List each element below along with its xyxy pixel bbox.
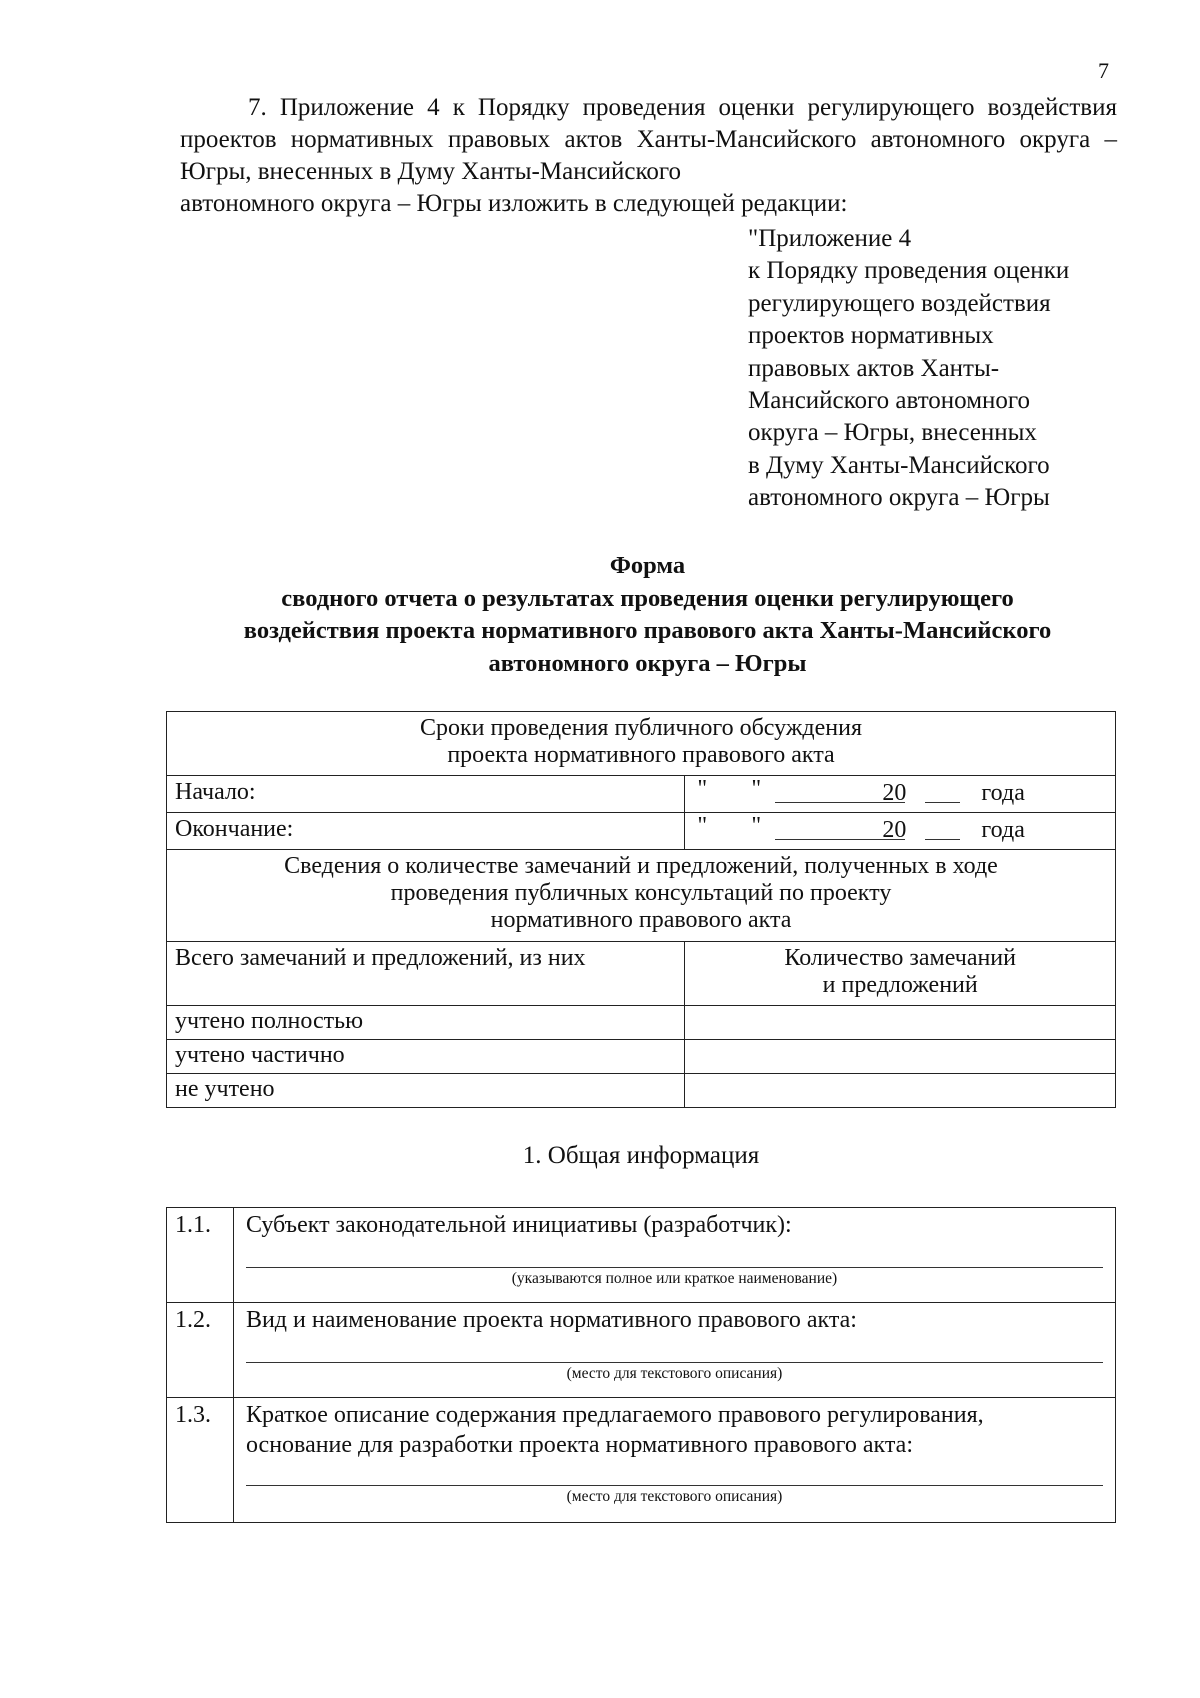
item-label: Вид и наименование проекта нормативного правового акта:	[245, 1307, 857, 1333]
appendix-reference	[748, 223, 1128, 515]
start-date-field[interactable]	[685, 776, 1116, 813]
form-title-line: Форма	[609, 552, 686, 579]
feedback-info-line: нормативного правового акта	[490, 907, 792, 933]
quote-open: "	[697, 813, 708, 839]
fill-line	[246, 1362, 1103, 1363]
year-fill-line	[925, 802, 960, 803]
intro-text-end: автономного округа – Югры изложить в следующей редакции:	[180, 190, 848, 217]
item-caption: (место для текстового описания)	[566, 1365, 783, 1382]
appendix-line: Мансийского автономного	[748, 387, 1031, 415]
feedback-count-header	[685, 942, 1116, 1006]
item-caption: (место для текстового описания)	[566, 1488, 783, 1505]
feedback-info-line: проведения публичных консультаций по проекту	[390, 880, 892, 906]
public-discussion-table	[166, 711, 1116, 1108]
quote-close: "	[751, 776, 762, 802]
form-title-line: воздействия проекта нормативного правового акта Ханты-Мансийского	[243, 617, 1052, 644]
item-number: 1.2.	[167, 1303, 234, 1398]
fill-line	[246, 1485, 1103, 1486]
year-fill-line	[925, 839, 960, 840]
item-number: 1.3.	[167, 1398, 234, 1523]
total-feedback-label: Всего замечаний и предложений, из них	[167, 942, 685, 1006]
form-title-line: сводного отчета о результатах проведения оценки регулирующего	[281, 584, 1014, 612]
page-number: 7	[1098, 58, 1109, 83]
count-header-line: и предложений	[822, 972, 978, 998]
end-label: Окончание:	[167, 813, 685, 850]
row-fully-accepted-count[interactable]	[685, 1006, 1116, 1040]
item-label: основание для разработки проекта нормативного правового акта:	[245, 1432, 913, 1458]
appendix-line: регулирующего воздействия	[748, 289, 1051, 317]
year-prefix: 20	[882, 780, 907, 806]
intro-text: 7. Приложение 4 к Порядку проведения оценки регулирующего воздействия проектов нормативных правовых актов Ханты-Мансийского автономного округа – Югры, внесенных в Думу Ханты-Мансийского	[180, 94, 1117, 185]
end-date-field[interactable]	[685, 813, 1116, 850]
feedback-info-line: Сведения о количестве замечаний и предложений, полученных в ходе	[284, 853, 998, 879]
discussion-header-line: Сроки проведения публичного обсуждения	[420, 715, 862, 741]
year-suffix: года	[981, 817, 1025, 843]
row-fully-accepted-label: учтено полностью	[167, 1006, 685, 1040]
item-caption: (указываются полное или краткое наименование)	[511, 1270, 838, 1287]
discussion-header-cell	[167, 712, 1116, 776]
quote-close: "	[751, 813, 762, 839]
item-label: Краткое описание содержания предлагаемого правового регулирования,	[245, 1402, 984, 1428]
item-1-2-cell[interactable]	[233, 1303, 1115, 1398]
row-not-accepted-label: не учтено	[167, 1074, 685, 1108]
form-title	[160, 550, 1135, 680]
year-suffix: года	[981, 780, 1025, 806]
item-label: Субъект законодательной инициативы (разработчик):	[245, 1212, 792, 1238]
fill-line	[246, 1267, 1103, 1268]
row-partially-accepted-label: учтено частично	[167, 1040, 685, 1074]
year-prefix: 20	[882, 817, 907, 843]
row-not-accepted-count[interactable]	[685, 1074, 1116, 1108]
form-title-line: автономного округа – Югры	[488, 649, 807, 677]
item-1-3-cell[interactable]	[233, 1398, 1115, 1523]
count-header-line: Количество замечаний	[784, 945, 1016, 971]
start-label: Начало:	[167, 776, 685, 813]
row-partially-accepted-count[interactable]	[685, 1040, 1116, 1074]
appendix-line: округа – Югры, внесенных	[748, 419, 1037, 447]
appendix-line: "Приложение 4	[748, 225, 912, 252]
appendix-line: в Думу Ханты-Мансийского	[748, 451, 1050, 479]
item-1-1-cell[interactable]	[233, 1208, 1115, 1303]
item-number: 1.1.	[167, 1208, 234, 1303]
section-title: 1. Общая информация	[522, 1142, 760, 1169]
intro-paragraph	[180, 92, 1117, 220]
discussion-header-line: проекта нормативного правового акта	[447, 742, 835, 768]
appendix-line: правовых актов Ханты-	[748, 354, 1000, 382]
feedback-info-cell	[167, 850, 1116, 942]
appendix-line: автономного округа – Югры	[748, 484, 1050, 512]
appendix-line: проектов нормативных	[748, 322, 994, 350]
quote-open: "	[697, 776, 708, 802]
appendix-line: к Порядку проведения оценки	[748, 257, 1070, 285]
general-info-table	[166, 1207, 1116, 1523]
